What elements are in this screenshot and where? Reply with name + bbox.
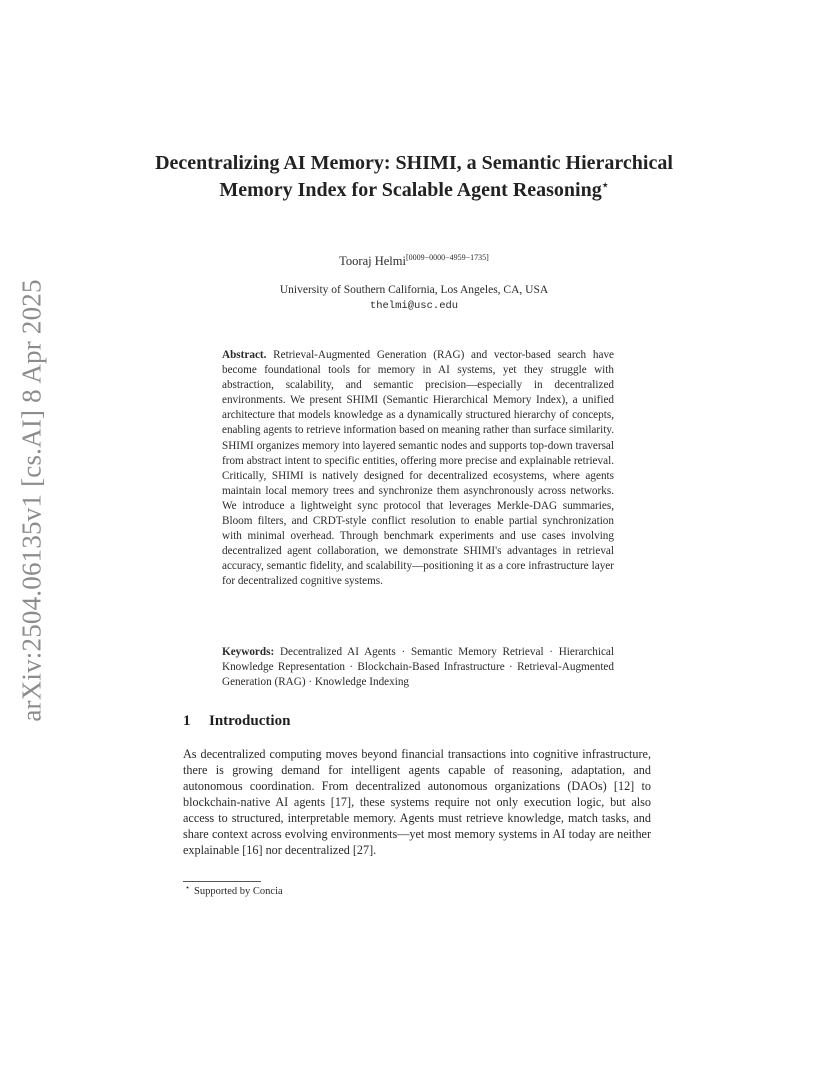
abstract <box>222 348 614 590</box>
footnote-divider <box>183 881 261 882</box>
author-line <box>0 254 828 269</box>
paper-title-text: Decentralizing AI Memory: SHIMI, a Semantic Hierarchical Memory Index for Scalable Agent Reasoning <box>155 152 673 201</box>
keywords-label: Keywords: <box>222 646 275 658</box>
keywords-text: Decentralized AI Agents · Semantic Memory Retrieval · Hierarchical Knowledge Representation · Blockchain-Based Infrastructure · Retrieval-Augmented Generation (RAG) · Knowledge Indexing <box>222 646 615 689</box>
author-orcid: [0009−0000−4959−1735] <box>405 252 489 262</box>
author-affiliation: University of Southern California, Los Angeles, CA, USA <box>279 284 549 296</box>
abstract-text: Retrieval-Augmented Generation (RAG) and vector-based search have become foundational tools for memory in AI systems, yet they struggle with abstraction, scalability, and semantic precision—especially in decentralized environments. We present SHIMI (Semantic Hierarchical Memory Index), a unified architecture that models knowledge as a dynamically structured hierarchy of concepts, enabling agents to retrieve information based on meaning rather than surface similarity. SHIMI organizes memory into layered semantic nodes and supports top-down traversal from abstract intent to specific entities, offering more precise and explainable retrieval. Critically, SHIMI is natively designed for decentralized ecosystems, where agents maintain local memory trees and synchronize them asynchronously across networks. We introduce a lightweight sync protocol that leverages Merkle-DAG summaries, Bloom filters, and CRDT-style conflict resolution to enable partial synchronization with minimal overhead. Through benchmark experiments and use cases involving decentralized agent collaboration, we demonstrate SHIMI's advantages in retrieval accuracy, semantic fidelity, and scalability—positioning it as a core infrastructure layer for decentralized cognitive systems. <box>222 349 614 588</box>
section-number: 1 <box>183 713 191 729</box>
footnote <box>183 882 283 897</box>
introduction-paragraph: As decentralized computing moves beyond financial transactions into cognitive infrastructure, there is growing demand for intelligent agents capable of reasoning, adaptation, and autonomous coordination. From decentralized autonomous organizations (DAOs) [12] to blockchain-native AI agents [17], these systems require not only execution logic, but also access to structured, interpretable memory. Agents must retrieve knowledge, match tasks, and share context across evolving environments—yet most memory systems in AI today are neither explainable [16] nor decentralized [27]. <box>183 747 651 857</box>
section-heading <box>183 713 290 730</box>
paper-title <box>130 150 698 204</box>
arxiv-identifier-text: arXiv:2504.06135v1 [cs.AI] 8 Apr 2025 <box>16 279 47 722</box>
arxiv-identifier-stamp <box>12 268 52 733</box>
title-footnote-mark: ⋆ <box>601 179 609 192</box>
section-title: Introduction <box>209 713 291 729</box>
keywords <box>222 645 614 690</box>
author-name: Tooraj Helmi <box>339 254 406 268</box>
author-email: thelmi@usc.edu <box>369 300 459 312</box>
abstract-label: Abstract. <box>222 349 267 361</box>
footnote-text: Supported by Concia <box>194 886 283 897</box>
footnote-mark: ⋆ <box>185 882 191 892</box>
